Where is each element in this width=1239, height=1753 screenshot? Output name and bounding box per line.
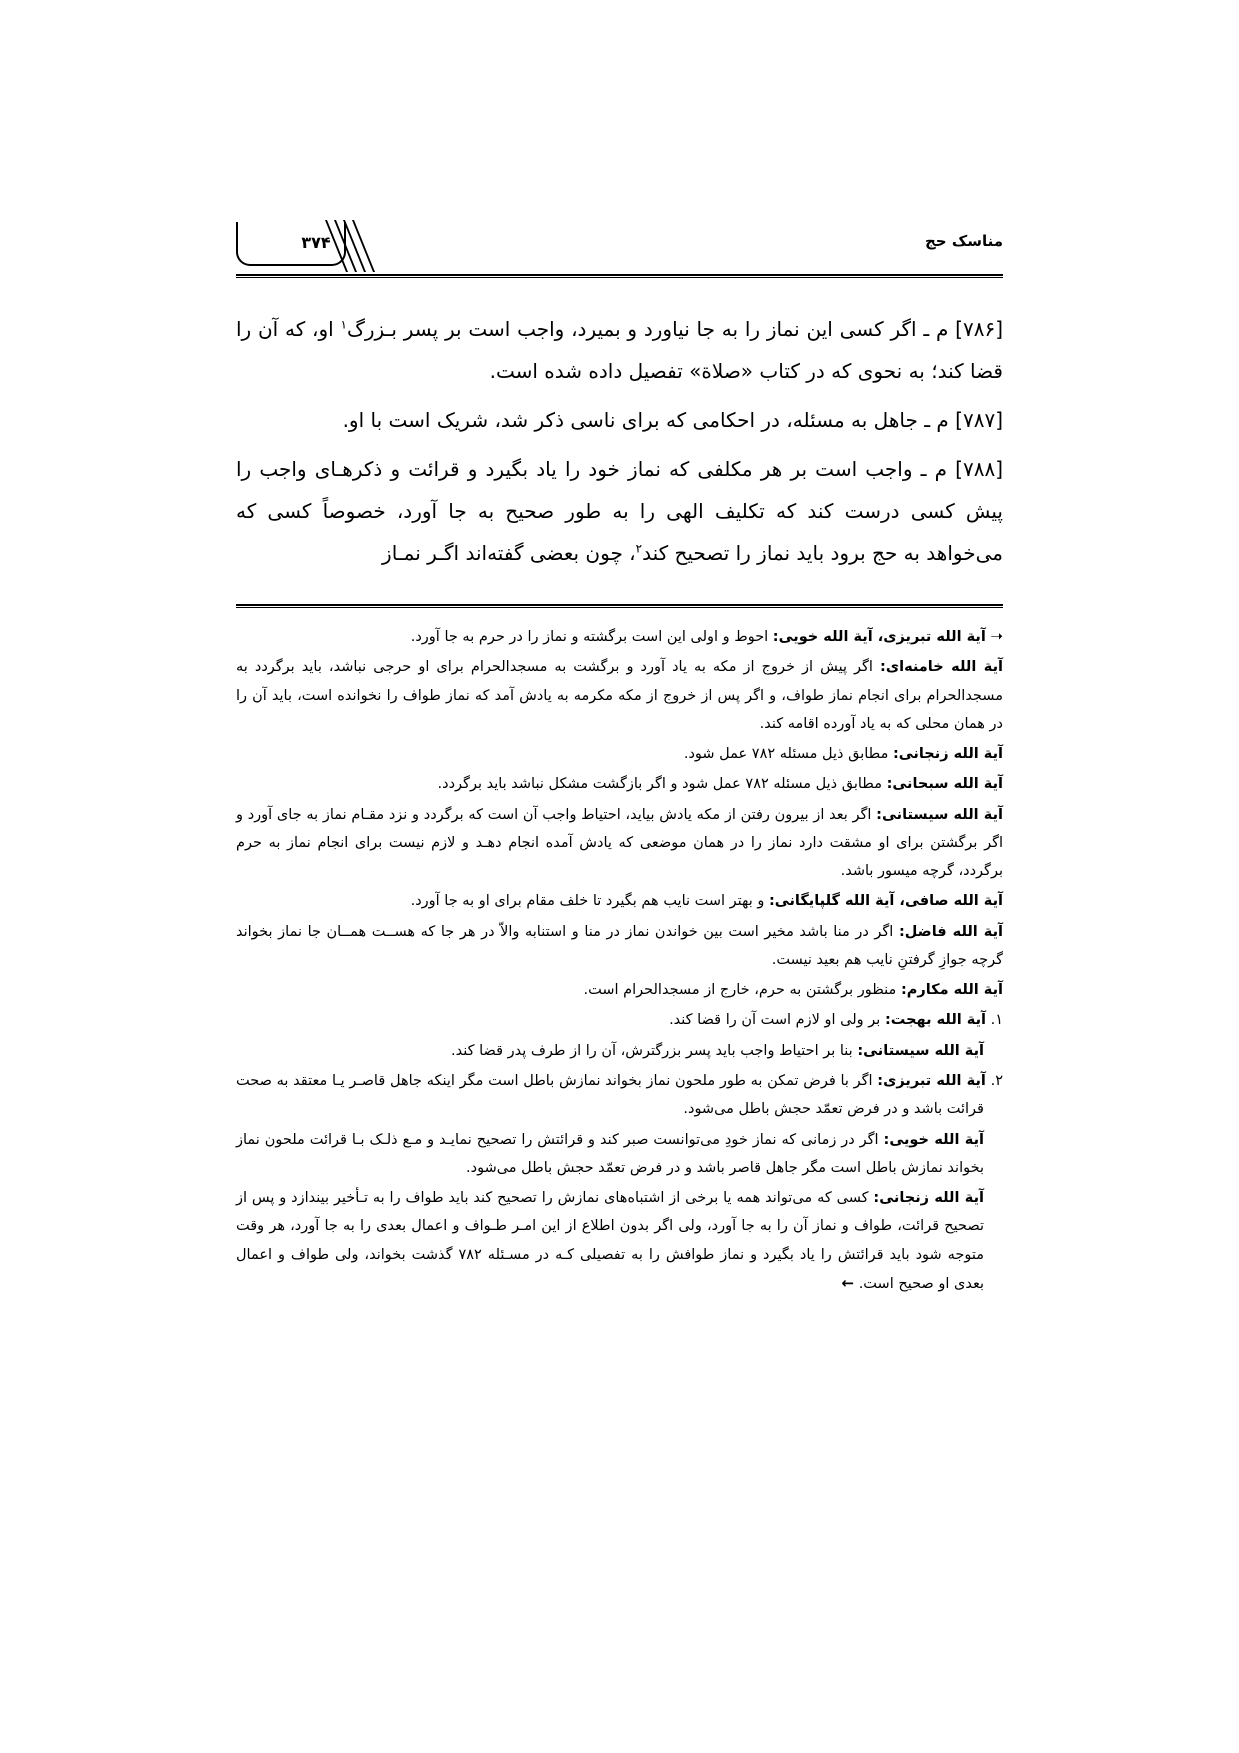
authority-name: آیة الله سیستانی: xyxy=(857,1042,984,1059)
folio-badge xyxy=(236,222,396,268)
footnote-text: کسی که می‌تواند همه یا برخی از اشتباه‌های نمازش را تصحیح کند باید طواف را به تـأخیر بیندازد و پس از تصحیح قرائت، طواف و نماز آن را به جا آورد، ولی اگر بدون اطلاع از این امـر طـواف و اعمال بعدی را به جا آورد، هر وقت متوجه شود باید قرائتش را یاد بگیرد و نماز طوافش را به تفصیلی کـه در مسـئله ۷۸۲ گذشت بخواند، ولی طواف و اعمال بعدی او صحیح است. xyxy=(236,1190,984,1292)
footnote-zanjani xyxy=(236,740,1003,768)
authority-name: آیة الله تبریزی: xyxy=(877,1072,986,1089)
masala-786 xyxy=(236,308,1003,392)
footnote-text: اگر در منا باشد مخیر است بین خواندن نماز در منا و استنابه والاّ در هر جا که هســت همــان جا نماز بخواند گرچه جوازِ گرفتنِ نایب هم بعید نیست. xyxy=(236,923,1003,968)
authority-name: آیة الله فاضل: xyxy=(898,923,1004,940)
footnote-block xyxy=(236,622,1003,1298)
authority-name: آیة الله زنجانی: xyxy=(873,1190,984,1207)
footnote-text: و بهتر است نایب هم بگیرد تا خلف مقام برای او به جا آورد. xyxy=(410,893,765,910)
footnote-text: منظور برگشتن به حرم، خارج از مسجدالحرام است. xyxy=(583,982,897,999)
header-rule xyxy=(236,274,1003,278)
footnote-tabrizi-khoei xyxy=(236,622,1003,651)
footnote-fazel xyxy=(236,918,1003,975)
footnote-sistani-1 xyxy=(236,801,1003,886)
authority-name: آیة الله سبحانی: xyxy=(886,776,1003,793)
continuation-arrow-icon: ➝ xyxy=(990,627,1003,645)
footnote-text: اگر با فرض تمکن به طور ملحون نماز بخواند نمازش باطل است مگر اینکه جاهل قاصـر یـا معتقد به صحت قرائت باشد و در فرض تعمّد حجش باطل می‌شود. xyxy=(236,1072,984,1118)
footnote-text: مطابق ذیل مسئله ۷۸۲ عمل شود. xyxy=(683,746,889,763)
authority-name: آیة الله سیستانی: xyxy=(876,806,1003,823)
running-head xyxy=(236,230,1003,272)
masala-788-text: واجب است بر هر مکلفی که نماز خود را یاد بگیرد و قرائت و ذکرهـای واجب را پیش کسی درست کند که تکلیف الهی را به طور صحیح به جا آورد، خصوصاً کسی که می‌خواهد به حج برود باید نماز را تصحیح کند xyxy=(236,457,1003,565)
authority-name: آیة الله خویی: xyxy=(883,1131,985,1148)
footnote-number: ۱. xyxy=(990,1012,1003,1029)
footnote-text: اگر پیش از خروج از مکه به یاد آورد و برگشت به مسجدالحرام برای او حرجی نباشد، باید برگردد به مسجدالحرام برای انجام نماز طواف، و اگر پس از خروج از مکه مکرمه به یادش آمد که نماز طواف را نخوانده است، باید آن را در همان محلی که به یاد آورده اقامه کند. xyxy=(236,659,1003,732)
masala-786-text-after: او، که آن را قضا کند؛ به نحوی که در کتاب «صلاة» تفصیل داده شده است. xyxy=(236,317,1003,383)
masala-786-tag: [۷۸۶] م ـ xyxy=(923,317,1003,341)
footnote-ref-2: ۲ xyxy=(635,541,643,556)
footnote-makarem xyxy=(236,976,1003,1004)
footnote-sobhani xyxy=(236,770,1003,798)
masala-786-text: اگر کسی این نماز را به جا نیاورد و بمیرد، واجب است بر پسر بـزرگ xyxy=(346,317,917,341)
footnote-ref-1: ۱ xyxy=(340,317,347,332)
footnote-1-bahjat xyxy=(236,1006,1003,1034)
authority-name: آیة الله صافی، آیة الله گلپایگانی: xyxy=(769,893,1003,910)
continuation-arrow-end-icon: ← xyxy=(841,1273,855,1292)
footnote-text: احوط و اولی این است برگشته و نماز را در حرم به جا آورد. xyxy=(410,629,769,645)
masala-787-tag: [۷۸۷] م ـ xyxy=(924,408,1003,432)
page-content xyxy=(236,230,1003,1300)
footnote-text: بنا بر احتیاط واجب باید پسر بزرگترش، آن را از طرف پدر قضا کند. xyxy=(450,1042,853,1059)
masala-787 xyxy=(236,399,1003,441)
masala-788 xyxy=(236,448,1003,574)
authority-name: آیة الله مکارم: xyxy=(900,982,1003,999)
masala-788-tag: [۷۸۸] م ـ xyxy=(920,457,1004,481)
footnote-separator xyxy=(236,604,1003,608)
authority-name: آیة الله تبریزی، آیة الله خویی: xyxy=(772,629,986,645)
footnote-2-khoei xyxy=(236,1126,1003,1183)
footnote-1-sistani xyxy=(236,1037,1003,1065)
running-head-title: مناسک حج xyxy=(925,232,1003,250)
footnote-safi-golpaygani xyxy=(236,887,1003,915)
masala-788-text-after: ، چون بعضی گفته‌اند اگـر نمـاز xyxy=(382,541,636,565)
footnote-number: ۲. xyxy=(990,1072,1004,1089)
footnote-text: اگر بعد از بیرون رفتن از مکه یادش بیاید، احتیاط واجب آن است که برگردد و نزد مقـام نماز به جای آورد و اگر برگشتن برای او مشقت دارد نماز را در همان موضعی که یادش آمده انجام دهـد و لازم نیست برای انجام نماز به حرم برگردد، گرچه میسور باشد. xyxy=(236,806,1003,880)
footnote-text: بر ولی او لازم است آن را قضا کند. xyxy=(669,1012,881,1029)
footnote-text: اگر در زمانی که نماز خودِ می‌توانست صبر کند و قرائتش را تصحیح نمایـد و مـع ذلـک بـا قرائت ملحون نماز بخواند نمازش باطل است مگر جاهل قاصر باشد و در فرض تعمّد حجش باطل می‌شود. xyxy=(236,1131,984,1176)
body-text xyxy=(236,308,1003,574)
footnote-khamenei xyxy=(236,653,1003,738)
footnote-2-zanjani xyxy=(236,1184,1003,1298)
footnote-2-tabrizi xyxy=(236,1067,1003,1124)
footnote-text: مطابق ذیل مسئله ۷۸۲ عمل شود و اگر بازگشت مشکل نباشد باید برگردد. xyxy=(437,776,882,793)
page-number: ۳۷۴ xyxy=(301,233,331,252)
authority-name: آیة الله زنجانی: xyxy=(892,746,1003,763)
masala-787-text: جاهل به مسئله، در احکامی که برای ناسی ذکر شد، شریک است با او. xyxy=(342,408,918,432)
authority-name: آیة الله بهجت: xyxy=(884,1012,986,1029)
authority-name: آیة الله خامنه‌ای: xyxy=(880,659,1004,676)
